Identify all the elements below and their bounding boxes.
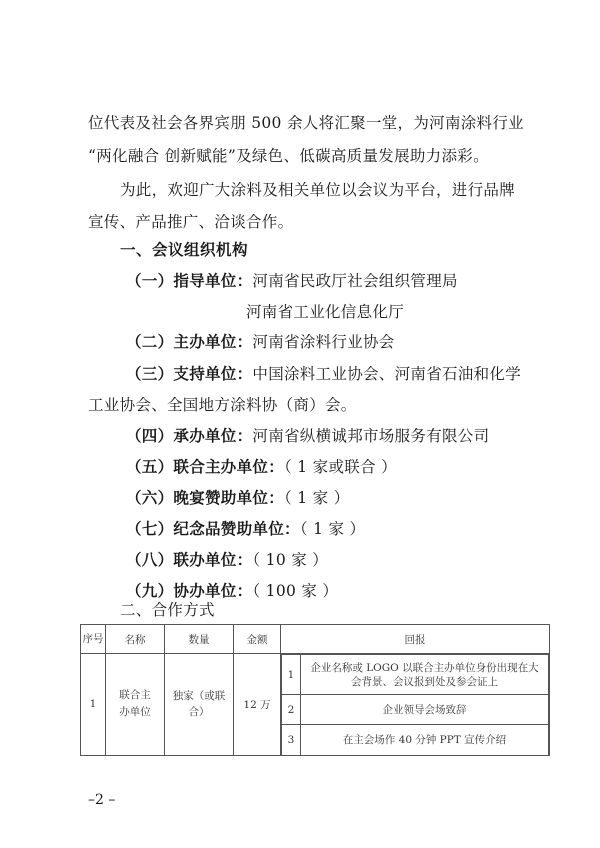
org-item-value: 中国涂料工业协会、河南省石油和化学 bbox=[252, 365, 522, 383]
benefit-number: 3 bbox=[282, 725, 301, 755]
org-item-label: （二）主办单位： bbox=[126, 333, 253, 351]
benefit-text: 企业名称或 LOGO 以联合主办单位身份出现在大会背景、会议报到处及参会证上 bbox=[301, 655, 549, 695]
cooperation-table bbox=[80, 624, 550, 756]
org-item bbox=[126, 457, 397, 477]
benefit-text: 企业领导会场致辞 bbox=[301, 695, 549, 725]
paragraph-line: “两化融合 创新赋能”及绿色、低碳高质量发展助力添彩。 bbox=[88, 147, 489, 165]
org-item-value: 河南省涂料行业协会 bbox=[252, 333, 395, 351]
org-item-label: （九）协办单位： bbox=[126, 582, 253, 600]
table-header-row bbox=[81, 625, 550, 654]
org-item bbox=[126, 488, 350, 508]
section-heading: 一、会议组织机构 bbox=[120, 241, 249, 259]
org-item-label: （四）承办单位： bbox=[126, 427, 253, 445]
org-item bbox=[126, 581, 338, 601]
table-header-benefits: 回报 bbox=[281, 625, 550, 654]
org-item-label: （六）晚宴赞助单位： bbox=[126, 489, 285, 507]
org-item-value-continued: 河南省工业化信息化厅 bbox=[246, 303, 405, 321]
benefit-number: 1 bbox=[282, 655, 301, 695]
page-number: –2 – bbox=[88, 792, 116, 808]
table-cell-quantity: 独家（或联合） bbox=[165, 654, 234, 756]
paragraph-line: 为此，欢迎广大涂料及相关单位以会议为平台，进行品牌 bbox=[120, 181, 516, 199]
table-header-index: 序号 bbox=[81, 625, 106, 654]
org-item-label: （一）指导单位： bbox=[126, 272, 253, 290]
org-item bbox=[126, 550, 328, 570]
org-item bbox=[126, 332, 395, 352]
paragraph-line: 位代表及社会各界宾朋 500 余人将汇聚一堂，为河南涂料行业 bbox=[88, 114, 524, 132]
table-header-amount: 金额 bbox=[234, 625, 281, 654]
org-item-value: （ 100 家 ） bbox=[252, 582, 339, 600]
org-item-label: （七）纪念品赞助单位： bbox=[126, 520, 300, 538]
table-cell-index: 1 bbox=[81, 654, 106, 756]
benefit-item bbox=[282, 725, 549, 755]
org-item-value: 河南省民政厅社会组织管理局 bbox=[252, 272, 458, 290]
org-item-value: 河南省纵横诚邦市场服务有限公司 bbox=[252, 427, 490, 445]
table-header-name: 名称 bbox=[106, 625, 165, 654]
org-item bbox=[126, 519, 365, 539]
table-cell-amount: 12 万 bbox=[234, 654, 281, 756]
benefits-list bbox=[281, 654, 549, 755]
benefit-text: 在主会场作 40 分钟 PPT 宣传介绍 bbox=[301, 725, 549, 755]
org-item-value: （ 10 家 ） bbox=[252, 551, 329, 569]
org-item-label: （三）支持单位： bbox=[126, 365, 253, 383]
org-item-value: （ 1 家 ） bbox=[299, 520, 366, 538]
org-item bbox=[126, 426, 489, 446]
org-item-value: （ 1 家或联合 ） bbox=[284, 458, 397, 476]
org-item-label: （五）联合主办单位： bbox=[126, 458, 285, 476]
paragraph-line: 宣传、产品推广、洽谈合作。 bbox=[88, 213, 294, 231]
org-item-label: （八）联办单位： bbox=[126, 551, 253, 569]
section-heading: 二、合作方式 bbox=[120, 601, 215, 619]
table-header-quantity: 数量 bbox=[165, 625, 234, 654]
benefit-item bbox=[282, 695, 549, 725]
org-item bbox=[126, 364, 521, 384]
table-cell-name: 联合主办单位 bbox=[106, 654, 165, 756]
org-item-value: （ 1 家 ） bbox=[284, 489, 350, 507]
benefit-number: 2 bbox=[282, 695, 301, 725]
org-item-value-continued: 工业协会、全国地方涂料协（商）会。 bbox=[88, 396, 357, 414]
table-cell-benefits bbox=[281, 654, 550, 756]
table-row bbox=[81, 654, 550, 756]
org-item bbox=[126, 271, 458, 291]
benefit-item bbox=[282, 655, 549, 695]
